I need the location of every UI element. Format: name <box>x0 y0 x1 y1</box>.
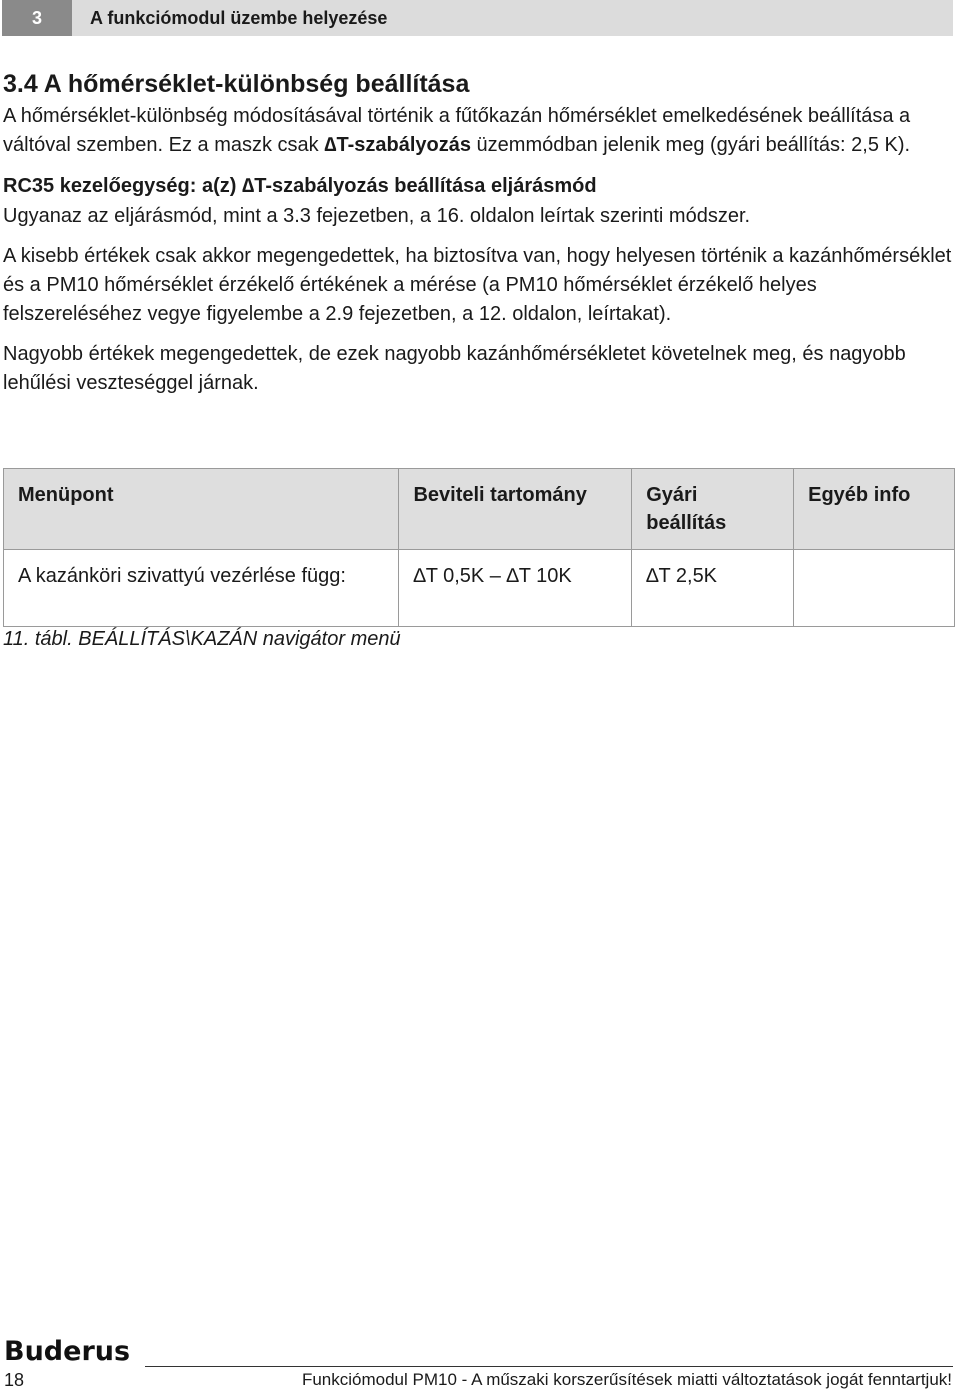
table-header-cell: Gyári beállítás <box>632 469 794 550</box>
table-cell <box>794 550 955 627</box>
intro-paragraph <box>3 102 953 160</box>
note-large-values: Nagyobb értékek megengedettek, de ezek nagyobb kazánhőmérsékletet követelnek meg, és nagyobb lehűlési veszteséggel járnak. <box>3 343 906 394</box>
table-cell: ∆T 0,5K – ∆T 10K <box>399 550 632 627</box>
table-cell: A kazánköri szivattyú vezérlése függ: <box>4 550 399 627</box>
table-header-cell: Egyéb info <box>794 469 955 550</box>
table-caption: 11. tábl. BEÁLLÍTÁS\KAZÁN navigátor menü <box>3 628 401 650</box>
table-cell: ∆T 2,5K <box>632 550 794 627</box>
table-row <box>4 550 955 627</box>
procedure-heading: RC35 kezelőegység: a(z) ∆T-szabályozás beállítása eljárásmód <box>3 175 597 197</box>
footer-notice: Funkciómodul PM10 - A műszaki korszerűsítések miatti változtatások jogát fenntartjuk! <box>301 1370 952 1389</box>
section-heading: 3.4 A hőmérséklet-különbség beállítása <box>3 70 470 98</box>
table-header-cell: Menüpont <box>4 469 399 550</box>
table-header-row <box>4 469 955 550</box>
intro-text-2: üzemmódban jelenik meg (gyári beállítás: 2,5 K). <box>470 134 911 156</box>
intro-text-1: A hőmérséklet-különbség módosításával történik a fűtőkazán hőmérséklet emelkedésének beállítása a váltóval szemben. Ez a maszk csak <box>3 105 911 156</box>
chapter-header <box>2 0 953 36</box>
intro-bold-term: ∆T-szabályozás <box>324 134 471 156</box>
chapter-number: 3 <box>2 0 72 36</box>
footer-divider <box>145 1366 953 1367</box>
main-content <box>3 66 953 398</box>
settings-table <box>3 468 955 627</box>
chapter-title: A funkciómodul üzembe helyezése <box>90 7 388 28</box>
procedure-paragraph: Ugyanaz az eljárásmód, mint a 3.3 fejezetben, a 16. oldalon leírtak szerinti módszer. <box>3 205 751 227</box>
page-number: 18 <box>4 1370 25 1390</box>
buderus-logo: Buderus <box>4 1336 131 1367</box>
table-header-cell: Beviteli tartomány <box>399 469 632 550</box>
note-small-values: A kisebb értékek csak akkor megengedettek, ha biztosítva van, hogy helyesen történik a kazánhőmérséklet és a PM10 hőmérséklet érzékelő értékének a mérése (a PM10 hőmérséklet érzékelő helyes felszereléséhez vegye figyelembe a 2.9 fejezetben, a 12. oldalon, leírtakat). <box>3 245 952 325</box>
